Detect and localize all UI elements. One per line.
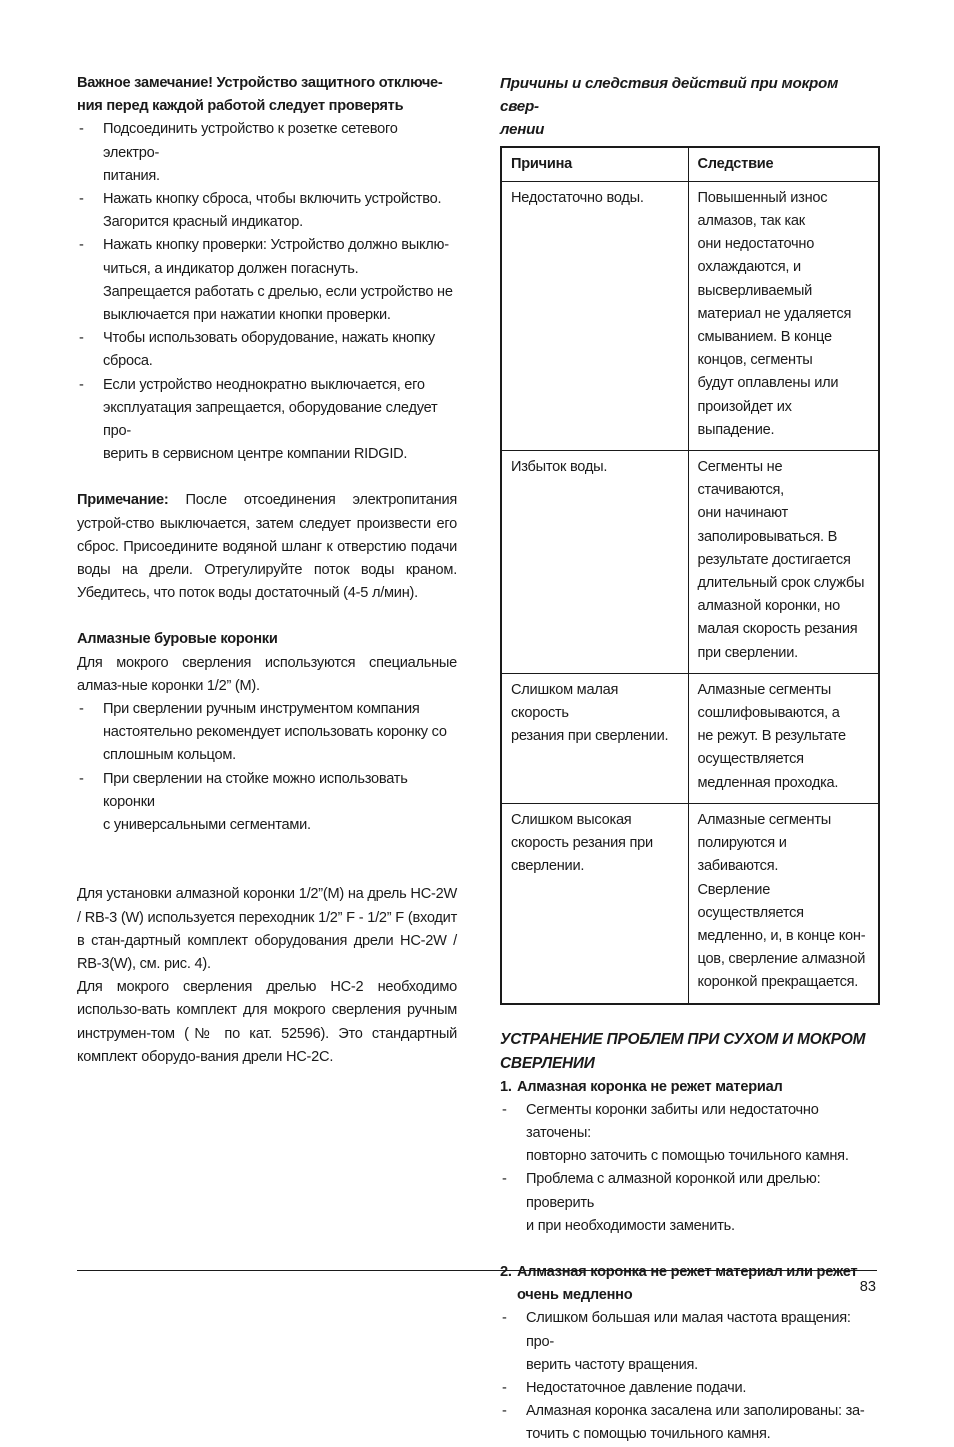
- table-title-line: Причины и следствия действий при мокром свер-: [500, 75, 839, 116]
- problem-2-list: [500, 1307, 878, 1446]
- list-item: - Сегменты коронки забиты или недостаточно заточены: повторно заточить с помощью точильного камня.: [500, 1099, 878, 1169]
- list-item: - Недостаточное давление подачи.: [500, 1377, 878, 1400]
- list-line: Проблема с алмазной коронкой или дрелью: проверить: [526, 1171, 821, 1211]
- cause-effect-table: [500, 146, 880, 1005]
- list-line: Сегменты коронки забиты или недостаточно заточены:: [526, 1101, 819, 1141]
- list-line: точить с помощью точильного камня.: [526, 1426, 771, 1443]
- effect-cell: [688, 673, 879, 803]
- table-row: [501, 451, 879, 674]
- list-line: сброса.: [103, 353, 153, 370]
- cell-line: концов, сегменты: [697, 352, 813, 369]
- header-cause: Причина: [501, 147, 688, 182]
- diamond-intro: Для мокрого сверления используются специальные алмаз-ные коронки 1/2” (M).: [77, 654, 457, 694]
- cause-cell: [501, 673, 688, 803]
- list-line: Нажать кнопку сброса, чтобы включить устройство.: [103, 191, 442, 208]
- cell-line: не режут. В результате: [697, 728, 846, 745]
- cell-line: материал не удаляется: [697, 305, 852, 322]
- important-heading: [77, 72, 457, 118]
- list-item: - Если устройство неоднократно выключается, его эксплуатация запрещается, оборудование следует про- верить в сервисном центре компании RIDGID.: [77, 374, 457, 467]
- list-line: Недостаточное давление подачи.: [526, 1379, 747, 1396]
- list-line: Алмазная коронка засалена или заполированы: за-: [526, 1403, 865, 1420]
- diamond-heading: Алмазные буровые коронки: [77, 631, 278, 648]
- cell-line: сверлении.: [511, 858, 585, 875]
- cell-line: Повышенный износ: [697, 189, 828, 206]
- list-item: - Проблема с алмазной коронкой или дрелью: проверить и при необходимости заменить.: [500, 1168, 878, 1238]
- cell-line: коронкой прекращается.: [697, 974, 859, 991]
- list-line: повторно заточить с помощью точильного камня.: [526, 1148, 849, 1165]
- cell-line: сошлифовываются, а: [697, 705, 840, 722]
- list-line: Слишком большая или малая частота вращения: про-: [526, 1310, 851, 1350]
- list-line: Если устройство неоднократно выключается, его: [103, 376, 425, 393]
- cell-line: высверливаемый: [697, 282, 813, 299]
- list-line: выключается при нажатии кнопки проверки.: [103, 307, 391, 324]
- cell-line: Алмазные сегменты: [697, 681, 832, 698]
- list-line: Загорится красный индикатор.: [103, 214, 303, 231]
- problem-1-heading: [500, 1076, 878, 1099]
- cell-line: они недостаточно: [697, 236, 815, 253]
- cell-line: охлаждаются, и: [697, 259, 801, 276]
- cell-line: алмазной коронки, но: [697, 598, 840, 615]
- cause-cell: [501, 803, 688, 1003]
- cell-line: Недостаточно воды.: [511, 189, 644, 206]
- cause-cell: [501, 451, 688, 674]
- cell-line: осуществляется: [697, 751, 804, 768]
- table-header-row: [501, 147, 879, 182]
- cell-line: при сверлении.: [697, 644, 798, 661]
- list-line: настоятельно рекомендует использовать коронку со: [103, 724, 447, 741]
- cell-line: резания при сверлении.: [511, 728, 669, 745]
- cell-line: полируются и забиваются.: [697, 835, 787, 875]
- page-number: 83: [859, 1279, 876, 1295]
- list-item: - При сверлении ручным инструментом компания настоятельно рекомендует использовать коронку со сплошным кольцом.: [77, 698, 457, 768]
- problem-number: 2.: [500, 1263, 512, 1280]
- cell-line: будут оплавлены или: [697, 375, 839, 392]
- problem-title-line: очень медленно: [517, 1287, 633, 1304]
- effect-cell: [688, 181, 879, 450]
- list-line: При сверлении на стойке можно использовать коронки: [103, 770, 408, 810]
- list-line: читься, а индикатор должен погаснуть.: [103, 260, 359, 277]
- list-line: При сверлении ручным инструментом компания: [103, 701, 420, 718]
- list-item: - При сверлении на стойке можно использовать коронки с универсальными сегментами.: [77, 768, 457, 838]
- diamond-list: [77, 698, 457, 837]
- list-line: верить в сервисном центре компании RIDGID.: [103, 446, 408, 463]
- note-label: Примечание:: [77, 492, 169, 509]
- effect-cell: [688, 803, 879, 1003]
- list-line: и при необходимости заменить.: [526, 1217, 735, 1234]
- problem-number: 1.: [500, 1078, 512, 1095]
- cell-line: цов, сверление алмазной: [697, 951, 866, 968]
- list-item: - Нажать кнопку сброса, чтобы включить устройство. Загорится красный индикатор.: [77, 188, 457, 234]
- cell-line: медленно, и, в конце кон-: [697, 927, 866, 944]
- list-line: сплошным кольцом.: [103, 747, 236, 764]
- wet-kit-paragraph: Для мокрого сверления дрелью HC-2 необходимо использо-вать комплект для мокрого сверления ручным инструмен-том (№ по кат. 52596). Это стандартный комплект оборудо-вания дрели HC-2C.: [77, 979, 457, 1065]
- cell-line: алмазов, так как: [697, 213, 805, 230]
- cell-line: произойдет их выпадение.: [697, 398, 792, 438]
- cell-line: малая скорость резания: [697, 621, 858, 638]
- list-item: - Подсоединить устройство к розетке сетевого электро- питания.: [77, 118, 457, 188]
- note-paragraph: [77, 489, 457, 605]
- right-column: [500, 72, 878, 1447]
- troubleshooting-title-line: СВЕРЛЕНИИ: [500, 1054, 595, 1072]
- cell-line: длительный срок службы: [697, 575, 865, 592]
- list-item: - Чтобы использовать оборудование, нажать кнопку сброса.: [77, 327, 457, 373]
- cell-line: смыванием. В конце: [697, 329, 832, 346]
- list-line: Чтобы использовать оборудование, нажать кнопку: [103, 330, 435, 347]
- table-row: [501, 673, 879, 803]
- adapter-paragraph: Для установки алмазной коронки 1/2”(M) на дрель HC-2W / RB-3 (W) используется переходник 1/2” F - 1/2” F (входит в стан-дартный комплект оборудования дрели HC-2W / RB-3(W), см. рис. 4).: [77, 886, 457, 972]
- list-item: - Алмазная коронка засалена или заполированы: за- точить с помощью точильного камня.: [500, 1400, 878, 1446]
- list-line: эксплуатация запрещается, оборудование следует про-: [103, 399, 438, 440]
- list-line: верить частоту вращения.: [526, 1356, 698, 1373]
- cell-line: Слишком малая скорость: [511, 681, 619, 722]
- list-item: - Нажать кнопку проверки: Устройство должно выклю- читься, а индикатор должен погаснуть. Запрещается работать с дрелью, если устройство не выключается при нажатии кнопки проверки.: [77, 234, 457, 327]
- problem-title-line: Алмазная коронка не режет материал или режет: [517, 1263, 858, 1280]
- important-heading-line: Важное замечание! Устройство защитного отключе-: [77, 75, 443, 91]
- cell-line: Сверление осуществляется: [697, 881, 804, 921]
- troubleshooting-title: [500, 1028, 878, 1076]
- important-heading-line: ния перед каждой работой следует проверять: [77, 98, 404, 115]
- list-line: Подсоединить устройство к розетке сетевого электро-: [103, 121, 398, 161]
- table-title-line: лении: [500, 121, 545, 139]
- left-column: [77, 72, 457, 1069]
- list-item: - Слишком большая или малая частота вращения: про- верить частоту вращения.: [500, 1307, 878, 1377]
- cell-line: Сегменты не стачиваются,: [697, 459, 784, 499]
- list-line: питания.: [103, 167, 160, 184]
- cell-line: заполировываться. В: [697, 528, 838, 545]
- list-line: с универсальными сегментами.: [103, 817, 311, 834]
- cell-line: медленная проходка.: [697, 774, 839, 791]
- cell-line: они начинают: [697, 505, 788, 522]
- note-text: После отсоединения электропитания устрой-ство выключается, затем следует произвести его сброс. Присоедините водяной шланг к отверстию подачи воды на дрели. Отрегулируйте поток воды краном. Убедитесь, что поток воды достаточный (4-5 л/мин).: [77, 492, 457, 602]
- problem-1-list: [500, 1099, 878, 1238]
- table-row: [501, 803, 879, 1003]
- list-line: Запрещается работать с дрелью, если устройство не: [103, 283, 453, 300]
- problem-2-heading: [500, 1261, 878, 1307]
- list-line: Нажать кнопку проверки: Устройство должно выклю-: [103, 237, 449, 254]
- table-row: [501, 181, 879, 450]
- check-list: [77, 118, 457, 466]
- cell-line: Слишком высокая: [511, 811, 632, 828]
- cell-line: скорость резания при: [511, 835, 653, 852]
- troubleshooting-title-line: УСТРАНЕНИЕ ПРОБЛЕМ ПРИ СУХОМ И МОКРОМ: [500, 1030, 866, 1048]
- cell-line: Избыток воды.: [511, 459, 608, 476]
- table-title: [500, 72, 878, 142]
- problem-title-line: Алмазная коронка не режет материал: [517, 1078, 783, 1095]
- cell-line: результате достигается: [697, 551, 851, 568]
- cause-cell: [501, 181, 688, 450]
- cell-line: Алмазные сегменты: [697, 811, 832, 828]
- effect-cell: [688, 451, 879, 674]
- header-effect: Следствие: [688, 147, 879, 182]
- footer-divider: [77, 1270, 877, 1271]
